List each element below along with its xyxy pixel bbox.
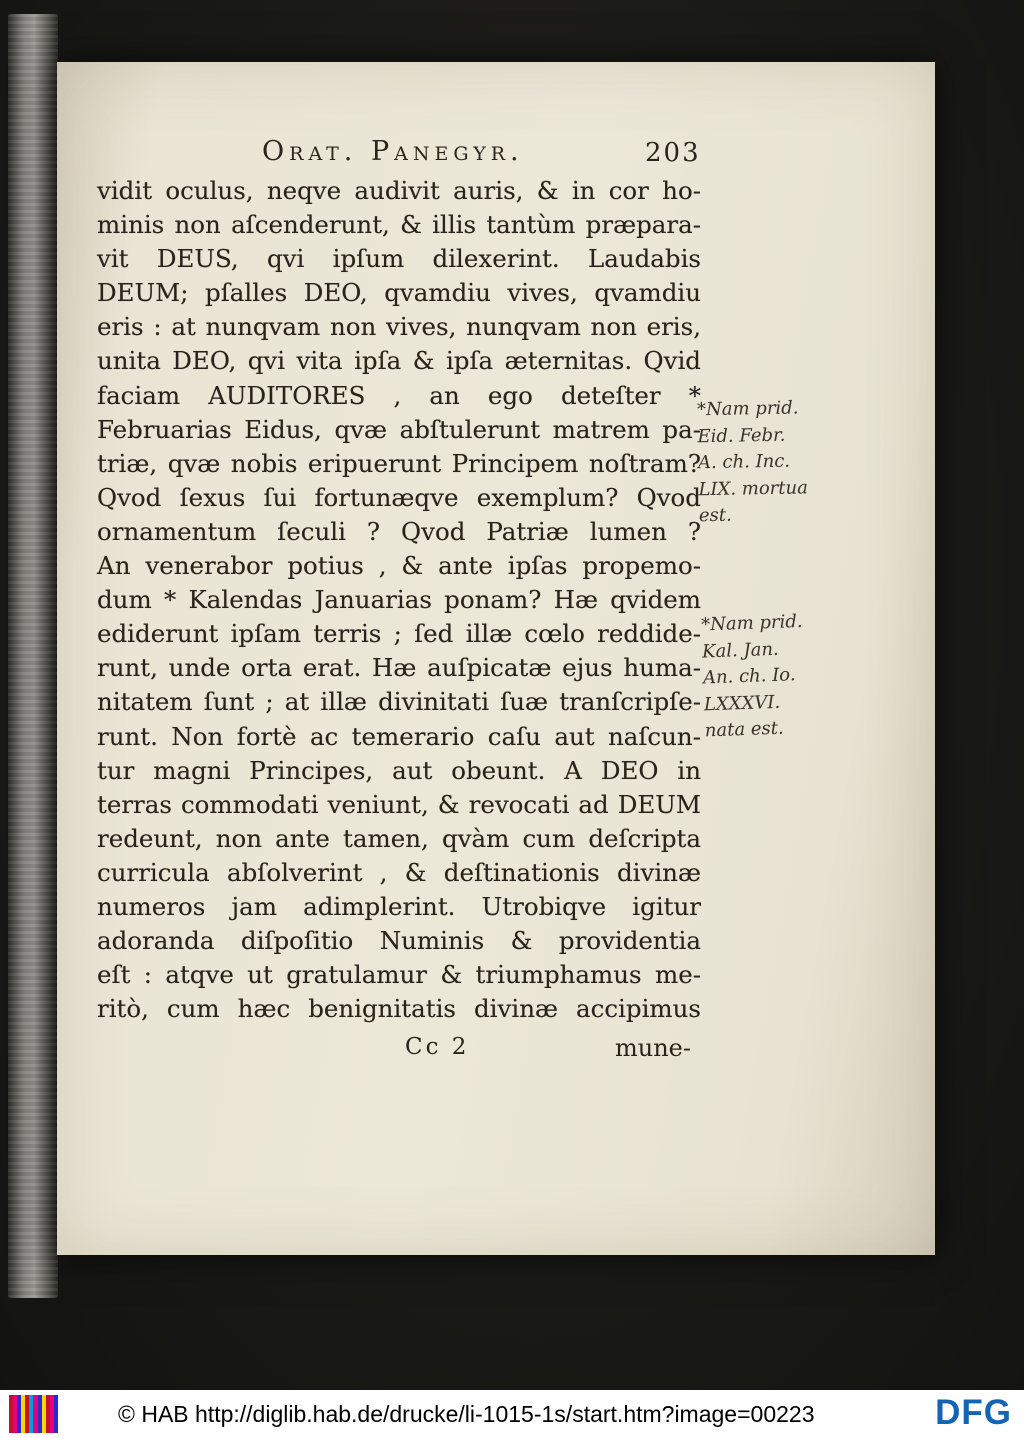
text-line: Qvod ſexus ſui fortunæqve exemplum? Qvod bbox=[97, 482, 701, 512]
margin-note-line: Eid. Febr. bbox=[697, 424, 786, 447]
text-line: minis non aſcenderunt, & illis tantùm præpara- bbox=[97, 210, 701, 240]
text-line: curricula abſolverint , & deſtinationis divinæ bbox=[97, 857, 701, 887]
text-line: vidit oculus, neqve audivit auris, & in cor ho- bbox=[97, 176, 701, 205]
text-line: redeunt, non ante tamen, qvàm cum deſcripta bbox=[97, 823, 701, 853]
text-line: ritò, cum hæc benignitatis divinæ accipimus bbox=[97, 994, 701, 1024]
text-line: terras commodati veniunt, & revocati ad DEUM bbox=[97, 789, 701, 819]
margin-note bbox=[697, 395, 839, 530]
margin-note-line: A. ch. Inc. bbox=[697, 450, 791, 474]
status-bar bbox=[0, 1390, 1024, 1438]
text-line: vit DEUS, qvi ipſum dilexerint. Laudabis bbox=[97, 244, 701, 274]
text-line: adoranda diſpoſitio Numinis & providentia bbox=[97, 926, 701, 956]
margin-note-line: Kal. Jan. bbox=[701, 638, 780, 662]
source-url: © HAB http://diglib.hab.de/drucke/li-1015-1s/start.htm?image=00223 bbox=[118, 1401, 815, 1427]
margin-note-line: nata est. bbox=[704, 717, 785, 742]
color-calibration-strip-icon bbox=[9, 1395, 58, 1433]
text-line: tur magni Principes, aut obeunt. A DEO in bbox=[97, 755, 701, 785]
running-title: Orat. Panegyr. bbox=[262, 136, 524, 167]
text-line: ediderunt ipſam terris ; ſed illæ cœlo reddide- bbox=[97, 619, 701, 649]
text-line: DEUM; pſalles DEO, qvamdiu vives, qvamdiu bbox=[97, 278, 701, 308]
text-line: dum * Kalendas Januarias ponam? Hæ qvidem bbox=[97, 585, 701, 615]
body-text bbox=[97, 174, 701, 1026]
text-line: runt, unde orta erat. Hæ auſpicatæ ejus huma- bbox=[97, 653, 701, 683]
margin-note bbox=[701, 608, 846, 745]
text-line: nitatem ſunt ; at illæ divinitati ſuæ tranſcripſe- bbox=[97, 687, 701, 717]
margin-note-line: *Nam prid. bbox=[696, 397, 799, 421]
text-line: Februarias Eidus, qvæ abſtulerunt matrem pa- bbox=[97, 414, 701, 444]
page-number: 203 bbox=[645, 138, 701, 168]
text-line: unita DEO, qvi vita ipſa & ipſa æternitas. Qvid bbox=[97, 346, 701, 376]
margin-note-line: *Nam prid. bbox=[700, 610, 803, 636]
text-line: runt. Non fortè ac temerario caſu aut naſcun- bbox=[97, 721, 701, 751]
signature-mark: Cc 2 bbox=[405, 1034, 470, 1060]
scanned-page bbox=[57, 62, 935, 1255]
text-line: triæ, qvæ nobis eripuerunt Principem noſtram? bbox=[97, 448, 701, 478]
book-page-edges bbox=[8, 14, 58, 1298]
text-line: eſt : atqve ut gratulamur & triumphamus me- bbox=[97, 960, 701, 990]
catchword: mune- bbox=[615, 1034, 691, 1062]
margin-note-line: est. bbox=[698, 504, 732, 527]
text-line: numeros jam adimplerint. Utrobiqve igitur bbox=[97, 891, 701, 921]
margin-note-line: LXXXVI. bbox=[703, 691, 781, 715]
text-line: faciam AUDITORES , an ego deteſter * bbox=[97, 380, 701, 410]
margin-note-line: An. ch. Io. bbox=[702, 664, 796, 689]
page-footer bbox=[97, 1034, 701, 1070]
calibration-stripe bbox=[54, 1395, 58, 1433]
margin-note-line: LIX. mortua bbox=[698, 476, 809, 500]
dfg-logo: DFG bbox=[935, 1393, 1012, 1432]
text-line: An venerabor potius , & ante ipſas propemo- bbox=[97, 551, 701, 581]
text-line: ornamentum ſeculi ? Qvod Patriæ lumen ? bbox=[97, 516, 701, 546]
text-line: eris : at nunqvam non vives, nunqvam non eris, bbox=[97, 312, 701, 342]
